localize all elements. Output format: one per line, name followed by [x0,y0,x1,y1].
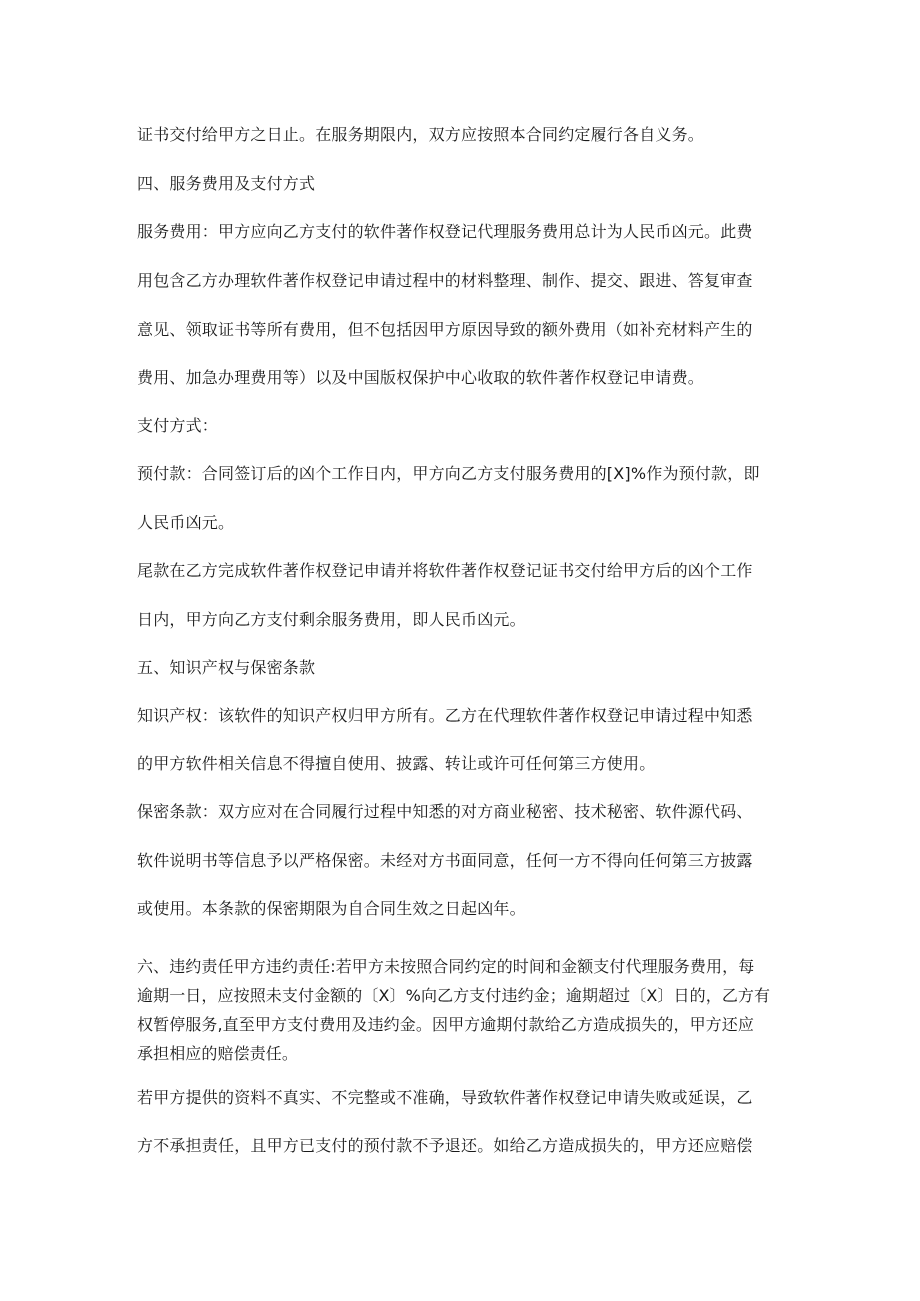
section-heading: 四、服务费用及支付方式 [137,174,316,193]
text-line: 尾款在乙方完成软件著作权登记申请并将软件著作权登记证书交付给甲方后的凶个工作 [137,561,753,580]
text-line: 软件说明书等信息予以严格保密。未经对方书面同意，任何一方不得向任何第三方披露 [137,851,753,870]
text-line: 费用、加急办理费用等）以及中国版权保护中心收取的软件著作权登记申请费。 [137,368,705,387]
text-line: 保密条款：双方应对在合同履行过程中知悉的对方商业秘密、技术秘密、软件源代码、 [137,802,753,821]
section-heading: 五、知识产权与保密条款 [137,658,316,677]
text-line: 权暂停服务,直至甲方支付费用及违约金。因甲方逾期付款给乙方造成损失的，甲方还应 [137,1015,754,1034]
section-heading: 六、违约责任甲方违约责任:若甲方未按照合同约定的时间和金额支付代理服务费用，每 [137,957,755,976]
text-line: 逾期一日，应按照未支付金额的〔X〕%向乙方支付违约金；逾期超过〔X〕日的，乙方有 [137,986,771,1005]
text-line: 日内，甲方向乙方支付剩余服务费用，即人民币凶元。 [137,610,526,629]
text-line: 人民币凶元。 [137,513,235,532]
text-line: 的甲方软件相关信息不得擅自使用、披露、转让或许可任何第三方使用。 [137,754,656,773]
text-line: 或使用。本条款的保密期限为自合同生效之日起凶年。 [137,899,526,918]
text-line: 服务费用：甲方应向乙方支付的软件著作权登记代理服务费用总计为人民币凶元。此费 [137,222,753,241]
text-line: 知识产权：该软件的知识产权归甲方所有。乙方在代理软件著作权登记申请过程中知悉 [137,706,753,725]
text-line: 承担相应的赔偿责任。 [137,1044,299,1063]
text-line: 证书交付给甲方之日止。在服务期限内，双方应按照本合同约定履行各自义务。 [137,125,705,144]
text-line: 意见、领取证书等所有费用，但不包括因甲方原因导致的额外费用（如补充材料产生的 [137,320,753,339]
text-line: 若甲方提供的资料不真实、不完整或不准确，导致软件著作权登记申请失败或延误，乙 [137,1088,753,1107]
text-line: 支付方式： [137,416,219,435]
text-line: 用包含乙方办理软件著作权登记申请过程中的材料整理、制作、提交、跟进、答复审查 [137,271,753,290]
text-line: 预付款：合同签订后的凶个工作日内，甲方向乙方支付服务费用的[X]%作为预付款，即 [137,464,760,483]
text-line: 方不承担责任，且甲方已支付的预付款不予退还。如给乙方造成损失的，甲方还应赔偿 [137,1136,753,1155]
